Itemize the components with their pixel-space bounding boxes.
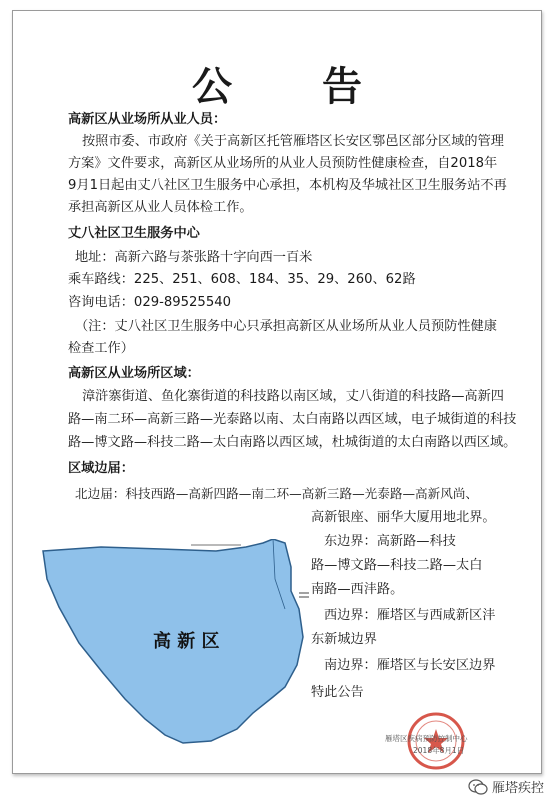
west-line-1: 西边界：雁塔区与西咸新区沣 <box>324 608 496 623</box>
west-line-2: 东新城边界 <box>311 632 377 647</box>
address: 地址：高新六路与茶张路十字向西一百米 <box>75 250 313 265</box>
map-label: 高 新 区 <box>153 631 220 652</box>
note-line-1: （注：丈八社区卫生服务中心只承担高新区从业场所从业人员预防性健康 <box>75 319 497 334</box>
bus-routes: 乘车路线：225、251、608、184、35、29、260、62路 <box>68 272 416 287</box>
area-line-2: 路—南二环—高新三路—光泰路以南、太白南路以西区域，电子城街道的科技 <box>68 412 517 427</box>
wechat-account-name: 雁塔疾控 <box>491 781 544 796</box>
wechat-icon <box>468 779 488 795</box>
district-map <box>41 539 311 745</box>
sign-date: 2018年8月1日 <box>413 746 465 755</box>
intro-line-1: 按照市委、市政府《关于高新区托管雁塔区长安区鄠邑区部分区域的管理 <box>82 134 504 149</box>
east-line-3: 南路—西沣路。 <box>311 582 404 597</box>
phone: 咨询电话：029-89525540 <box>68 295 231 310</box>
sign-org: 雁塔区疾病预防控制中心 <box>385 734 468 743</box>
boundary-heading: 区域边届： <box>68 461 134 476</box>
closing: 特此公告 <box>311 685 364 700</box>
east-line-1: 东边界：高新路—科技 <box>324 534 456 549</box>
page-title: 公 告 <box>192 64 400 110</box>
area-heading: 高新区从业场所区域： <box>68 366 200 381</box>
note-line-2: 检查工作） <box>68 341 134 356</box>
north-line-1: 北边届：科技西路—高新四路—南二环—高新三路—光泰路—高新风尚、 <box>75 486 478 501</box>
area-line-1: 漳浒寨街道、鱼化寨街道的科技路以南区域，丈八街道的科技路—高新四 <box>82 389 504 404</box>
notice-sheet <box>12 10 542 774</box>
north-line-2: 高新银座、丽华大厦用地北界。 <box>311 510 496 525</box>
east-line-2: 路—博文路—科技二路—太白 <box>311 558 483 573</box>
south-boundary: 南边界：雁塔区与长安区边界 <box>324 658 496 673</box>
salutation: 高新区从业场所从业人员： <box>68 112 227 127</box>
intro-line-4: 承担高新区从业人员体检工作。 <box>68 200 253 215</box>
wechat-watermark <box>468 777 544 796</box>
area-line-3: 路—博文路—科技二路—太白南路以西区域，杜城街道的太白南路以西区域。 <box>68 435 517 450</box>
intro-line-3: 9月1日起由丈八社区卫生服务中心承担，本机构及华城社区卫生服务站不再 <box>68 178 507 193</box>
center-name: 丈八社区卫生服务中心 <box>68 226 200 241</box>
intro-line-2: 方案》文件要求，高新区从业场所的从业人员预防性健康检查，自2018年 <box>68 156 498 171</box>
